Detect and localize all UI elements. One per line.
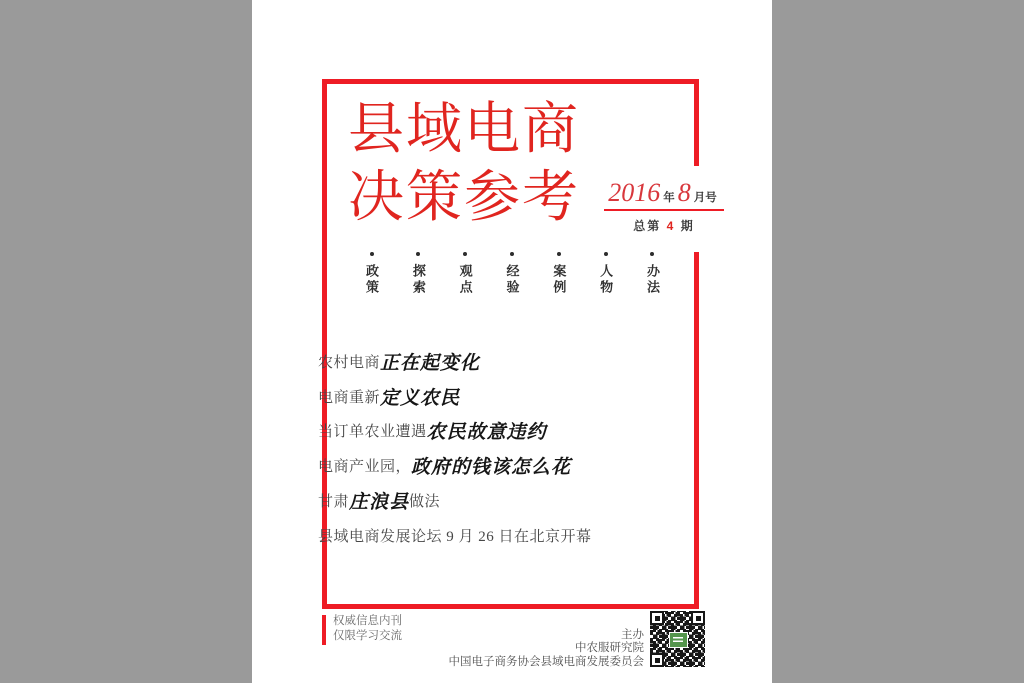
issue-month-unit: 月号: [693, 192, 717, 204]
qr-finder-icon: [650, 611, 664, 625]
bullet-dot-icon: [416, 252, 420, 256]
tagline-line: 仅限学习交流: [333, 629, 402, 642]
tagline-line: 权威信息内刊: [333, 615, 402, 627]
bullet-dot-icon: [557, 252, 561, 256]
bullet-dot-icon: [650, 252, 654, 256]
headline-row: [318, 448, 592, 483]
category-label: 政策: [364, 264, 379, 296]
headline-prefix: 电商重新: [318, 389, 381, 406]
bullet-dot-icon: [604, 252, 608, 256]
qr-center-logo: [669, 632, 688, 648]
magazine-cover-page: [252, 0, 772, 683]
headline-emphasis: 定义农民: [380, 387, 461, 409]
masthead-title: [348, 96, 580, 232]
category-item-experience: [504, 252, 519, 296]
headline-row: [318, 518, 592, 553]
headline-row: [318, 344, 592, 379]
headline-list: [318, 344, 592, 553]
issue-volume: [602, 217, 726, 234]
qr-code: [650, 611, 705, 667]
title-line-2: 决策参考: [348, 167, 580, 229]
issue-month: 8: [677, 178, 691, 207]
category-item-policy: [364, 252, 379, 296]
category-item-case: [551, 252, 566, 296]
volume-prefix: 总第: [633, 219, 662, 233]
headline-prefix: 当订单农业遭遇: [318, 424, 427, 441]
headline-emphasis: 正在起变化: [380, 352, 481, 374]
issue-date: [602, 180, 726, 206]
bullet-dot-icon: [510, 252, 514, 256]
category-item-method: [645, 252, 660, 296]
volume-suffix: 期: [680, 219, 695, 233]
headline-emphasis: 农民故意违约: [426, 422, 547, 444]
organizer-name: 中国电子商务协会县域电商发展委员会: [448, 655, 644, 668]
headline-prefix: 县域电商发展论坛 9 月 26 日在北京开幕: [318, 528, 592, 545]
qr-finder-icon: [650, 653, 664, 667]
issue-year: 2016: [608, 178, 661, 207]
organizer-name: 中农服研究院: [575, 642, 644, 655]
qr-finder-icon: [691, 611, 705, 625]
issue-block: [602, 166, 726, 252]
headline-row: [318, 483, 592, 518]
headline-emphasis: 政府的钱该怎么花: [411, 457, 572, 479]
category-item-viewpoint: [458, 252, 473, 296]
category-item-explore: [411, 252, 426, 296]
category-label: 观点: [457, 264, 473, 296]
headline-prefix: 电商产业园，: [318, 459, 412, 476]
headline-emphasis: 庄浪县: [349, 492, 410, 514]
category-label: 人物: [598, 264, 614, 296]
title-line-1: 县域电商: [348, 99, 580, 161]
category-label: 办法: [644, 264, 660, 296]
category-label: 经验: [504, 264, 520, 296]
headline-prefix: 农村电商: [318, 354, 381, 371]
category-strip: [364, 252, 660, 296]
footer-tagline: [333, 614, 402, 643]
bullet-dot-icon: [370, 252, 374, 256]
headline-row: [318, 414, 592, 449]
headline-row: [318, 379, 592, 414]
issue-divider: [604, 209, 724, 211]
category-label: 探索: [410, 264, 426, 296]
organizer-label: 主办: [621, 629, 644, 641]
bullet-dot-icon: [463, 252, 467, 256]
footer-accent-bar: [322, 615, 326, 645]
headline-prefix: 甘肃: [318, 494, 350, 511]
issue-year-unit: 年: [663, 192, 675, 204]
category-label: 案例: [551, 264, 567, 296]
organizer-block: [449, 629, 645, 669]
category-item-people: [598, 252, 613, 296]
volume-number: 4: [666, 219, 676, 233]
headline-suffix: 做法: [409, 494, 441, 511]
